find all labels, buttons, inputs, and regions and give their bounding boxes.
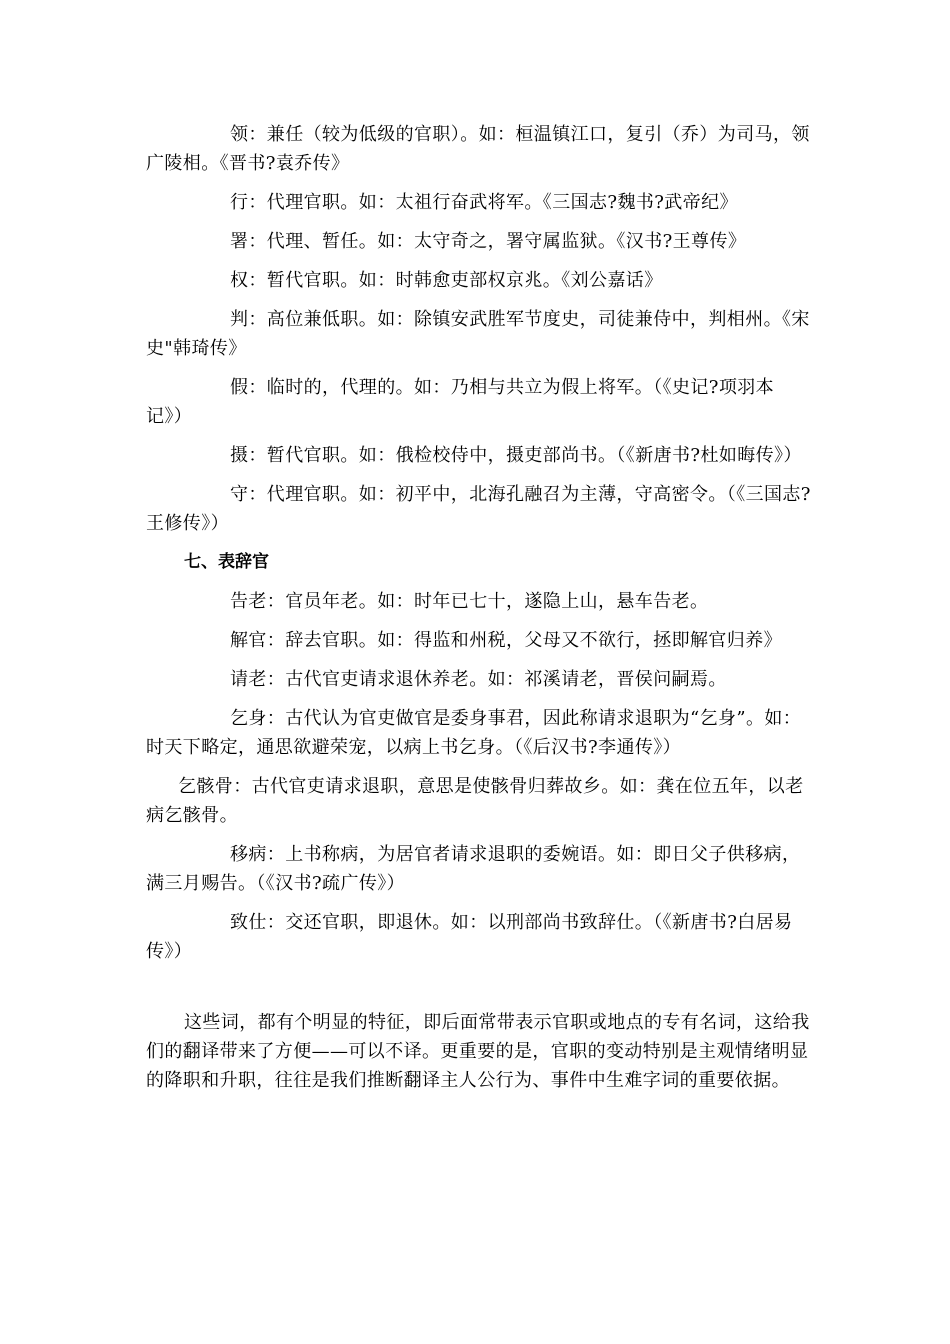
entry-shu: 署：代理、暂任。如：太守奇之，署守属监狱。《汉书?王尊传》	[230, 231, 747, 252]
entry-xing: 行：代理官职。如：太祖行奋武将军。《三国志?魏书?武帝纪》	[230, 192, 738, 213]
entry-qishen: 乞身：古代认为官吏做官是委身事君，因此称请求退职为“乞身”。如：时天下略定，通思欲避荣宠，以病上书乞身。（《后汉书?李通传》）	[146, 708, 802, 758]
section-heading-resignation: 七、表辞官	[184, 552, 269, 572]
page-content	[146, 120, 811, 1095]
entry-pan: 判：高位兼低职。如：除镇安武胜军节度史，司徒兼侍中，判相州。《宋史"韩琦传》	[146, 309, 810, 359]
summary-paragraph: 这些词，都有个明显的特征，即后面常带表示官职或地点的专有名词，这给我们的翻译带来了方便——可以不译。更重要的是，官职的变动特别是主观情绪明显的降职和升职，往往是我们推断翻译主人公行为、事件中生难字词的重要依据。	[146, 1012, 810, 1091]
entry-yibing: 移病：上书称病，为居官者请求退职的委婉语。如：即日父子供移病，满三月赐告。（《汉书?疏广传》）	[146, 844, 801, 894]
entry-jieguan: 解官：辞去官职。如：得监和州税，父母又不欲行，拯即解官归养》	[230, 630, 782, 651]
entry-ling: 领：兼任（较为低级的官职）。如：桓温镇江口，复引（乔）为司马，领广陵相。《晋书?袁乔传》	[146, 124, 810, 174]
entry-she: 摄：暂代官职。如：俄检校侍中，摄吏部尚书。（《新唐书?杜如晦传》）	[230, 445, 802, 466]
entry-quan: 权：暂代官职。如：时韩愈吏部权京兆。《刘公嘉话》	[230, 270, 663, 291]
entry-gaolao: 告老：官员年老。如：时年已七十，遂隐上山，悬车告老。	[230, 591, 709, 612]
entry-qihaigu: 乞骸骨：古代官吏请求退职，意思是使骸骨归葬故乡。如：龚在位五年，以老病乞骸骨。	[146, 776, 804, 826]
entry-jia: 假：临时的，代理的。如：乃相与共立为假上将军。（《史记?项羽本记》）	[146, 377, 775, 427]
entry-qinglao: 请老：古代官吏请求退休养老。如：祁溪请老，晋侯问嗣焉。	[230, 669, 727, 690]
entry-shou: 守：代理官职。如：初平中，北海孔融召为主薄，守高密令。（《三国志?王修传》）	[146, 484, 811, 534]
entry-zhishi: 致仕：交还官职，即退休。如：以刑部尚书致辞仕。（《新唐书?白居易传》）	[146, 912, 793, 962]
